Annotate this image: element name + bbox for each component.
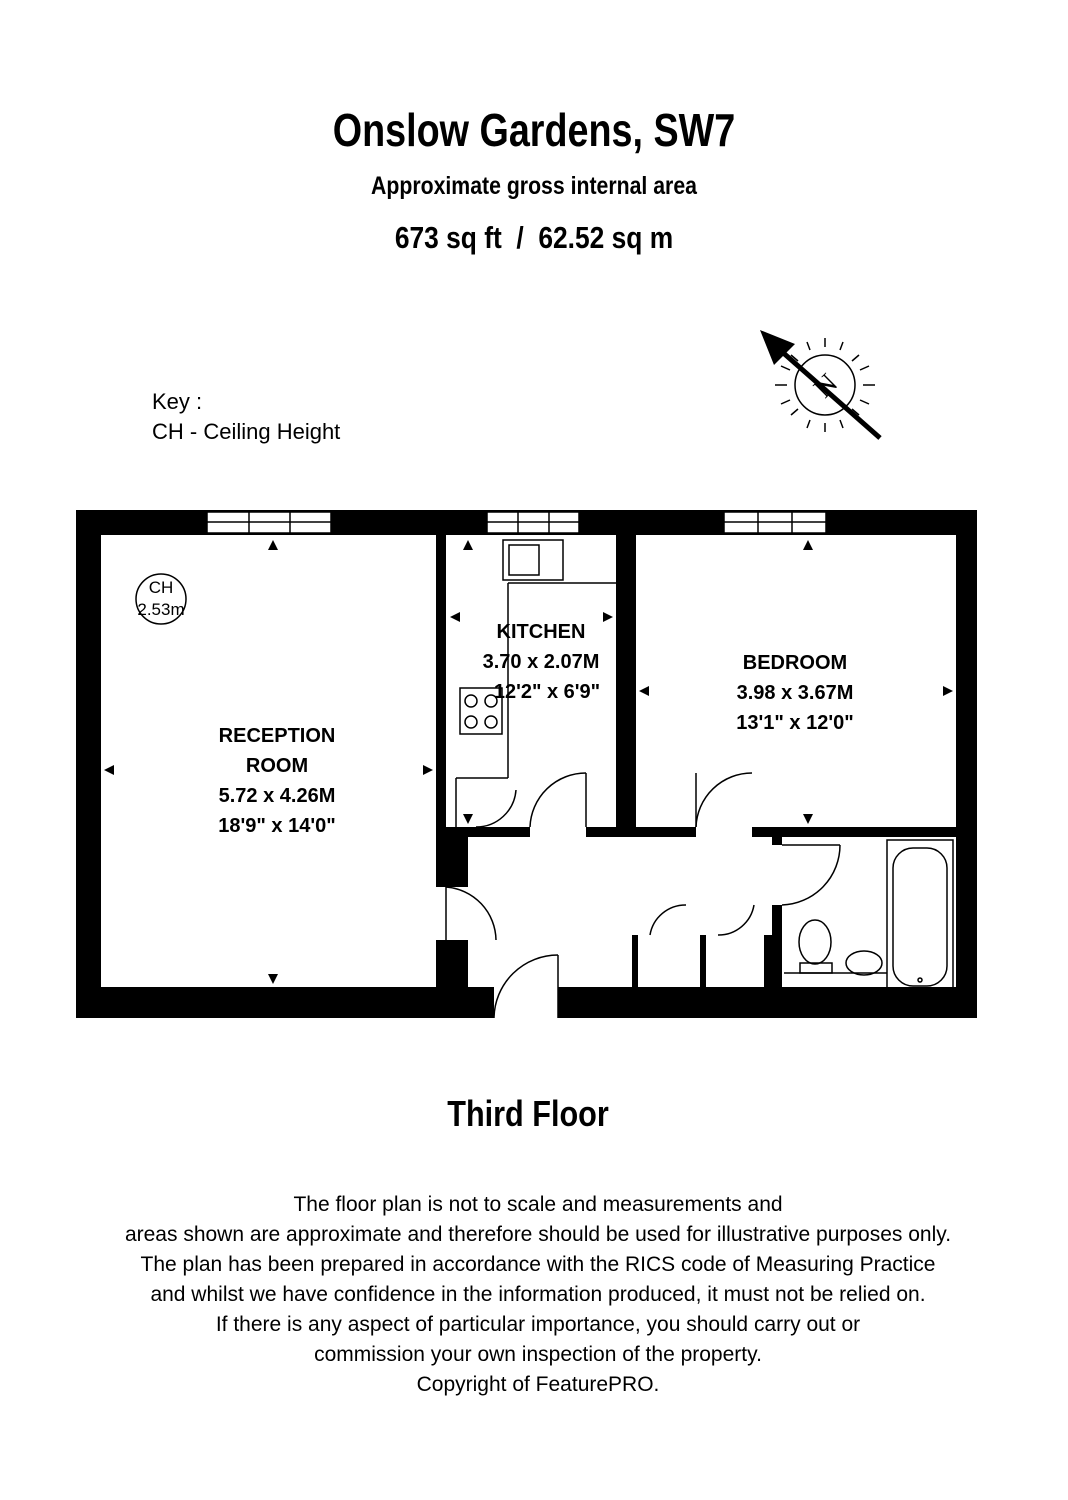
kitchen-metric: 3.70 x 2.07M [482, 651, 600, 673]
disclaimer-line: and whilst we have confidence in the information produced, it must not be relied on. [150, 1283, 926, 1306]
ceiling-height-marker [136, 574, 186, 624]
kitchen-imperial: 12'2" x 6'9" [493, 681, 601, 703]
bathroom-fittings [784, 840, 953, 992]
kitchen-name: KITCHEN [496, 621, 586, 643]
copyright: Copyright of FeaturePRO. [416, 1373, 660, 1396]
property-title: Onslow Gardens, SW7 [332, 104, 736, 156]
disclaimer-line: The floor plan is not to scale and measurements and [293, 1193, 783, 1216]
disclaimer-line: The plan has been prepared in accordance with the RICS code of Measuring Practice [140, 1253, 936, 1276]
bedroom-name: BEDROOM [742, 652, 848, 674]
bath-icon [887, 840, 953, 992]
sink-icon [503, 540, 563, 580]
disclaimer-line: commission your own inspection of the property. [314, 1343, 762, 1366]
disclaimer-line: areas shown are approximate and therefore should be used for illustrative purposes only. [124, 1223, 952, 1246]
floor-plan [0, 490, 1068, 1050]
ceiling-height-abbr: CH [148, 578, 174, 597]
bedroom-imperial: 13'1" x 12'0" [736, 712, 854, 734]
area-subtitle: Approximate gross internal area [371, 172, 697, 200]
north-arrow-icon [750, 320, 890, 450]
basin-icon [846, 951, 882, 975]
ceiling-height-value: 2.53m [137, 600, 185, 619]
reception-name: RECEPTION [218, 725, 336, 747]
disclaimer-line: If there is any aspect of particular importance, you should carry out or [215, 1313, 861, 1336]
windows [207, 512, 826, 533]
north-label: N [807, 367, 845, 405]
bedroom-metric: 3.98 x 3.67M [736, 682, 854, 704]
key-heading: Key : [152, 389, 203, 414]
floor-name: Third Floor [447, 1093, 609, 1134]
reception-imperial: 18'9" x 14'0" [218, 815, 336, 837]
key-ceiling-height: CH - Ceiling Height [152, 419, 341, 444]
legend-key [152, 387, 340, 447]
walls [76, 510, 977, 1018]
reception-metric: 5.72 x 4.26M [218, 785, 336, 807]
toilet-icon [799, 920, 831, 964]
disclaimer [0, 1190, 1068, 1400]
gross-internal-area: 673 sq ft / 62.52 sq m [394, 220, 674, 255]
dimension-arrows [104, 540, 953, 984]
reception-name-2: ROOM [245, 755, 309, 777]
